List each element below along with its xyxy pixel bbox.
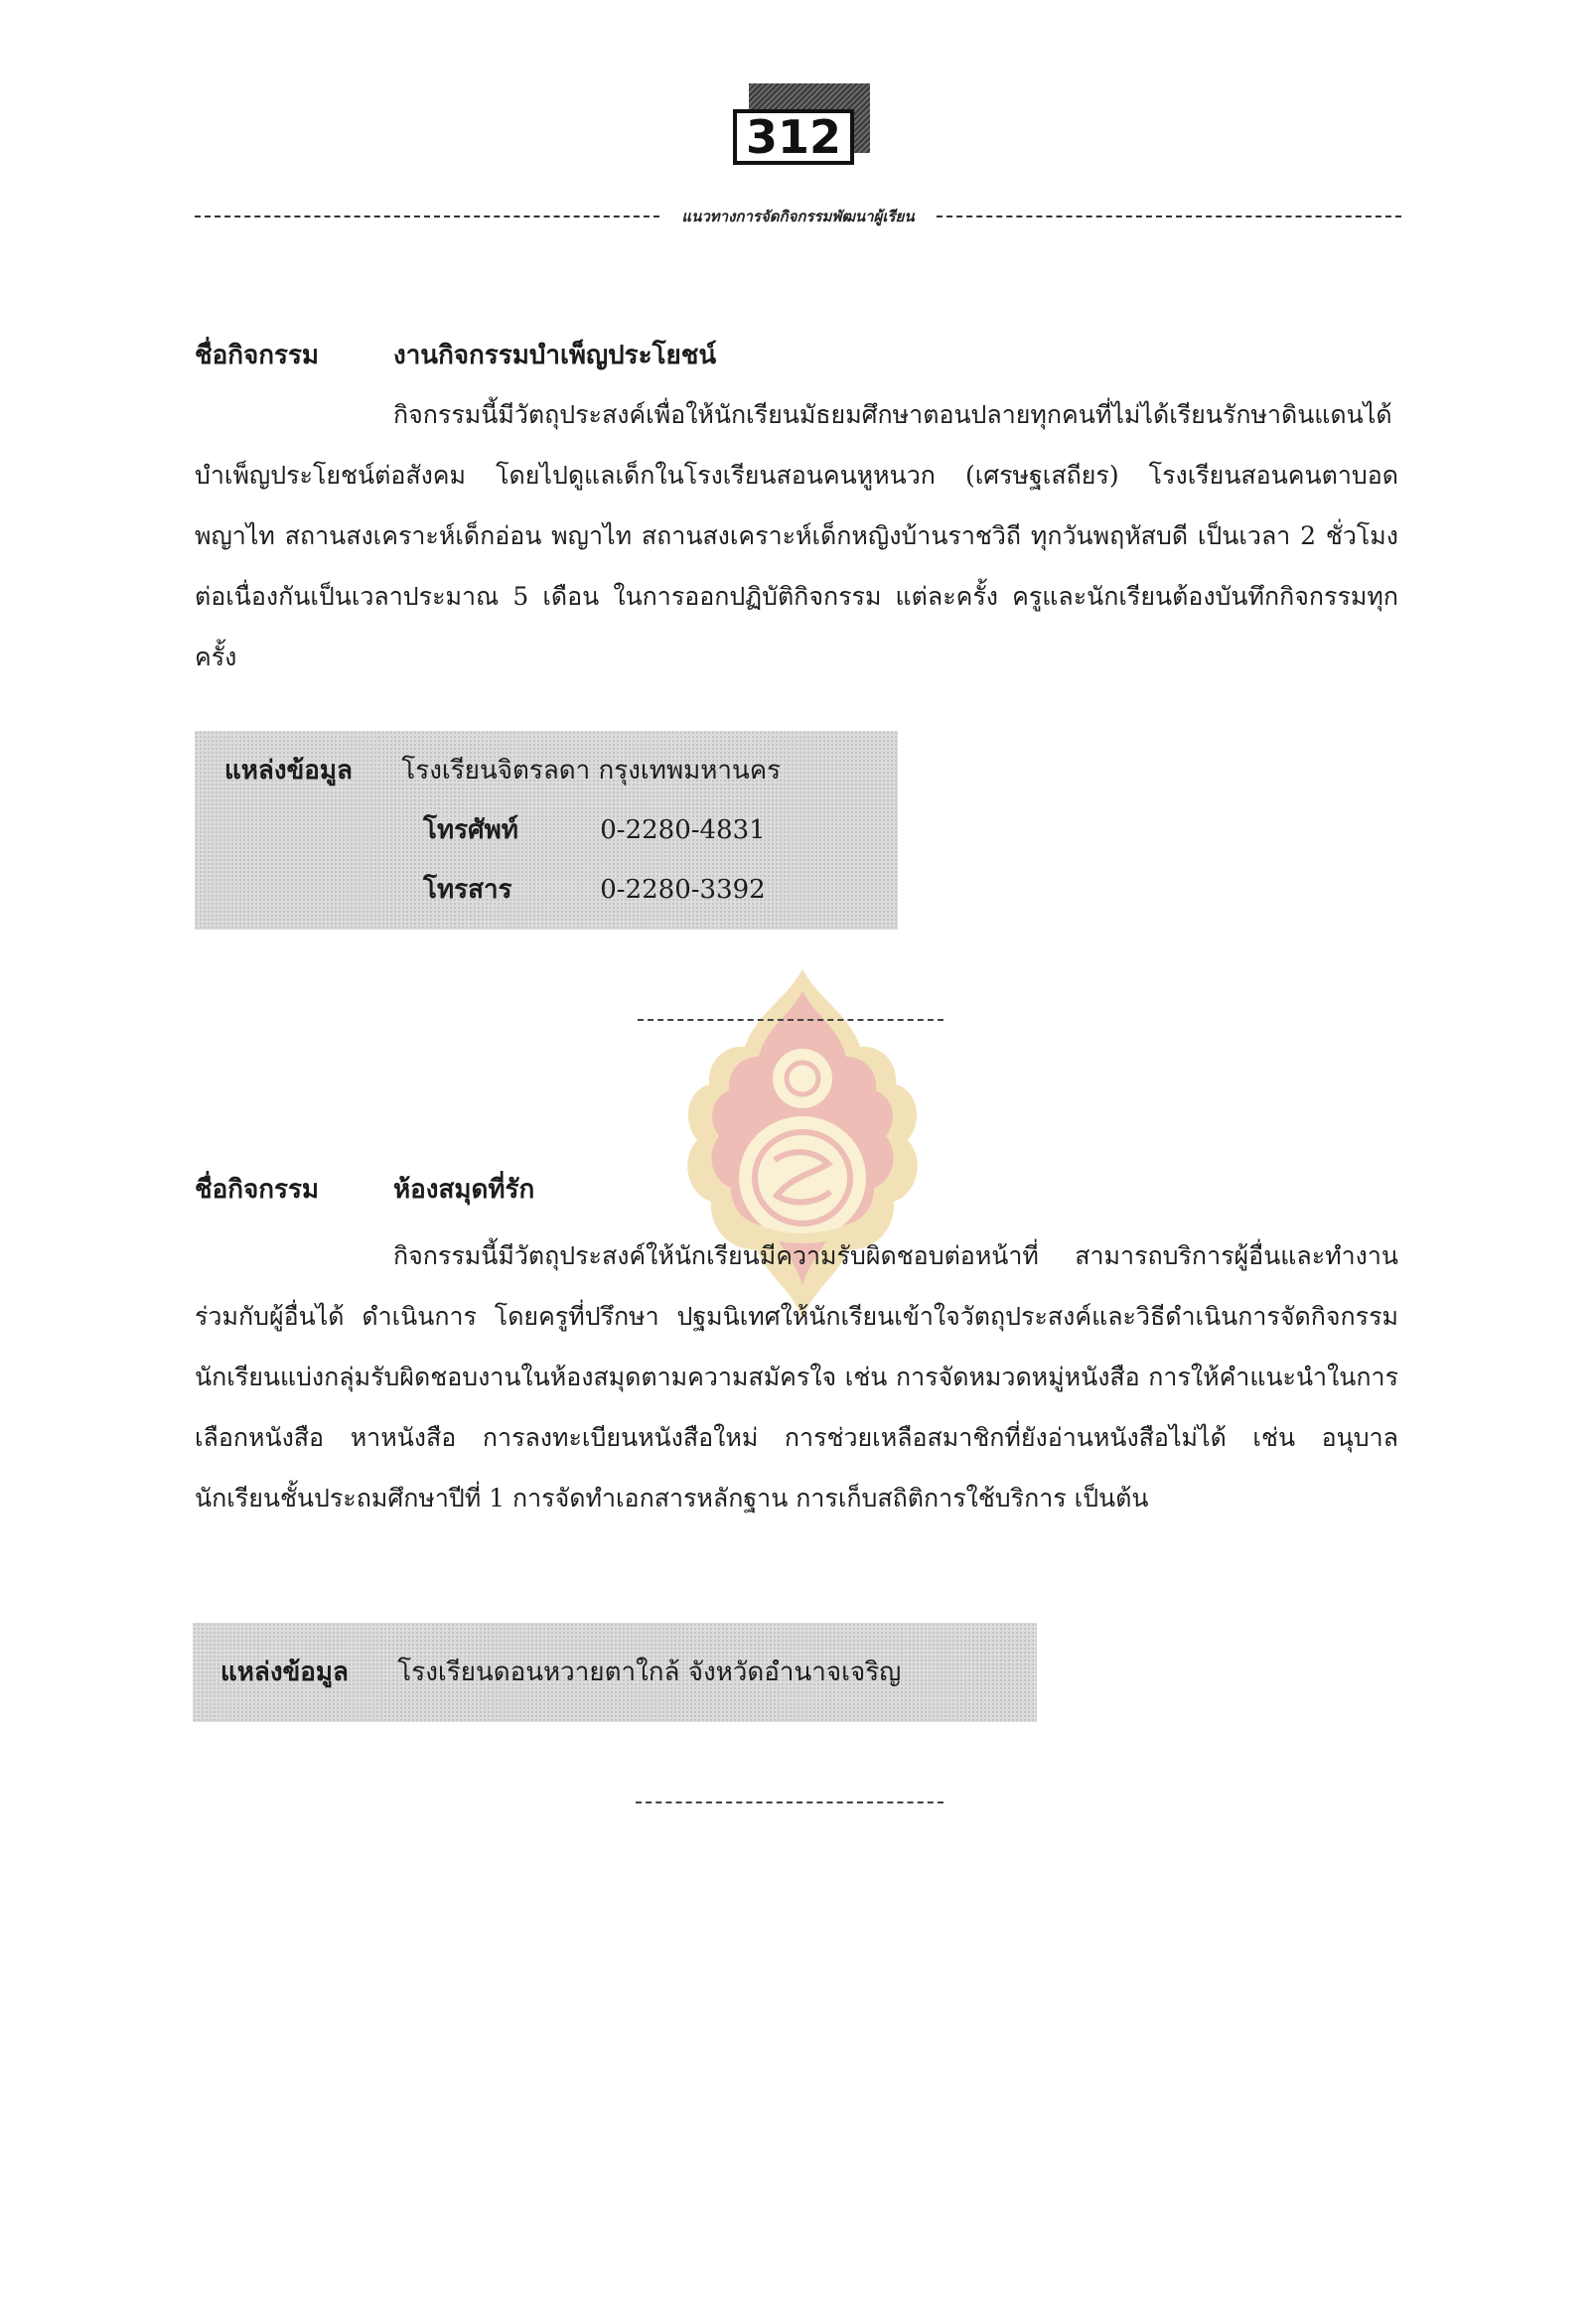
activity-2-source-row — [220, 1655, 901, 1690]
activity-2-source-name: โรงเรียนดอนหวายตาใกล้ จังหวัดอำนาจเจริญ — [397, 1657, 902, 1687]
activity-2-title: ห้องสมุดที่รัก — [393, 1175, 535, 1205]
header-dash-right — [937, 216, 1401, 217]
activity-2-description: กิจกรรมนี้มีวัตถุประสงค์ให้นักเรียนมีความรับผิดชอบต่อหน้าที่ สามารถบริการผู้อื่นและทำงานร่วมกับผู้อื่นได้ ดำเนินการ โดยครูที่ปรึกษา ปฐมนิเทศให้นักเรียนเข้าใจวัตถุประสงค์และวิธีดำเนินการจัดกิจกรรม นักเรียนแบ่งกลุ่มรับผิดชอบงานในห้องสมุดตามความสมัครใจ เช่น การจัดหมวดหมู่หนังสือ การให้คำแนะนำในการเลือกหนังสือ หาหนังสือ การลงทะเบียนหนังสือใหม่ การช่วยเหลือสมาชิกที่ยังอ่านหนังสือไม่ได้ เช่น อนุบาล นักเรียนชั้นประถมศึกษาปีที่ 1 การจัดทำเอกสารหลักฐาน การเก็บสถิติการใช้บริการ เป็นต้น — [195, 1241, 1398, 1512]
running-header-title: แนวทางการจัดกิจกรรมพัฒนาผู้เรียน — [681, 208, 915, 225]
activity-1-source-box — [195, 731, 898, 930]
activity-1-fax-label: โทรสาร — [423, 875, 512, 905]
activity-1-description: กิจกรรมนี้มีวัตถุประสงค์เพื่อให้นักเรียนมัธยมศึกษาตอนปลายทุกคนที่ไม่ได้เรียนรักษาดินแดนได้บำเพ็ญประโยชน์ต่อสังคม โดยไปดูแลเด็กในโรงเรียนสอนคนหูหนวก (เศรษฐเสถียร) โรงเรียนสอนคนตาบอด พญาไท สถานสงเคราะห์เด็กอ่อน พญาไท สถานสงเคราะห์เด็กหญิงบ้านราชวิถี ทุกวันพฤหัสบดี เป็นเวลา 2 ชั่วโมง ต่อเนื่องกันเป็นเวลาประมาณ 5 เดือน ในการออกปฏิบัติกิจกรรม แต่ละครั้ง ครูและนักเรียนต้องบันทึกกิจกรรมทุกครั้ง — [195, 400, 1398, 671]
activity-1-fax-row — [423, 872, 766, 908]
running-header — [195, 205, 1401, 228]
section-separator-2 — [636, 1801, 943, 1803]
activity-1-phone-label: โทรศัพท์ — [423, 815, 518, 845]
activity-1-title: งานกิจกรรมบำเพ็ญประโยชน์ — [393, 341, 717, 370]
activity-1-heading — [195, 338, 716, 373]
header-dash-left — [195, 216, 659, 217]
activity-1-source-label: แหล่งข้อมูล — [224, 756, 353, 786]
activity-2-source-box — [193, 1623, 1037, 1722]
activity-2-source-label: แหล่งข้อมูล — [220, 1657, 349, 1687]
activity-1-source-row — [224, 753, 781, 789]
activity-1-phone-value: 0-2280-4831 — [600, 815, 766, 845]
activity-2-label: ชื่อกิจกรรม — [195, 1175, 320, 1205]
section-separator-1 — [638, 1019, 943, 1021]
page-number: 312 — [733, 109, 854, 165]
activity-1-label: ชื่อกิจกรรม — [195, 341, 320, 370]
activity-1-source-name: โรงเรียนจิตรลดา กรุงเทพมหานคร — [401, 756, 782, 786]
activity-1-fax-value: 0-2280-3392 — [600, 875, 766, 905]
activity-2-heading — [195, 1172, 534, 1208]
page-number-box — [733, 83, 874, 163]
activity-1-phone-row — [423, 812, 766, 848]
